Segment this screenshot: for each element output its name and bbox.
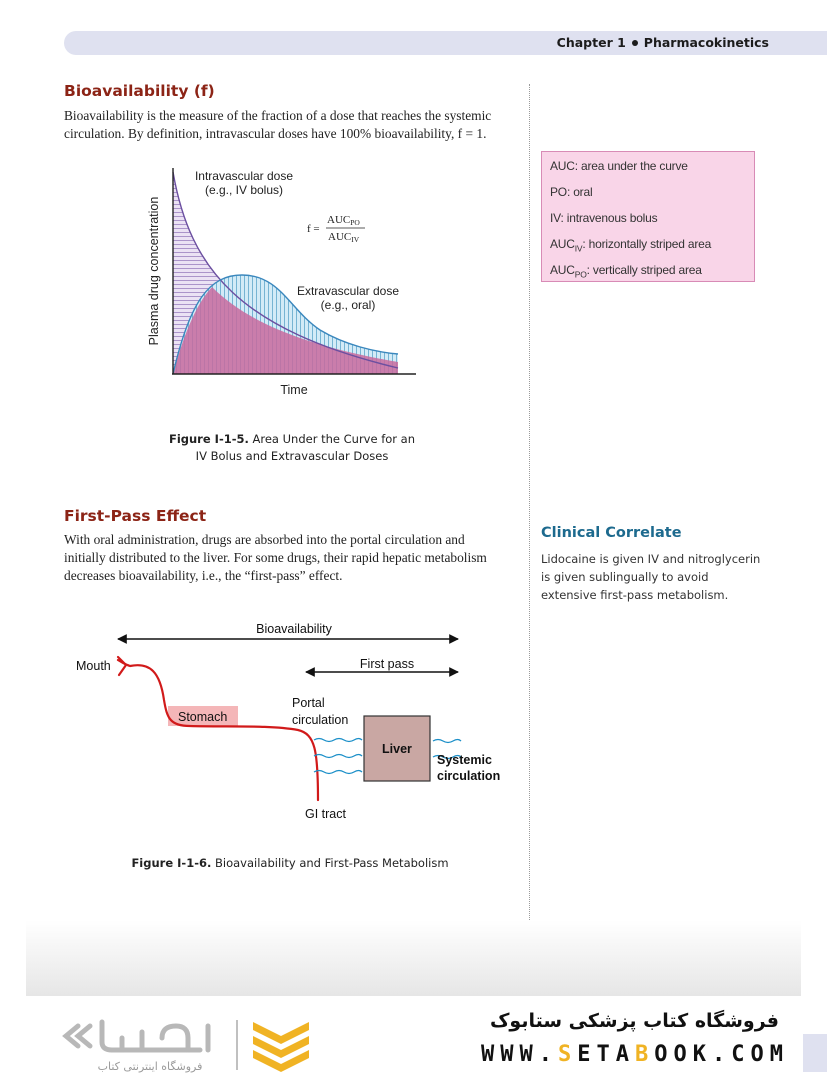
page-edge-tab [803, 1034, 827, 1072]
clinical-line: extensive first-pass metabolism. [541, 588, 729, 602]
logo-arrows-icon [253, 1022, 309, 1072]
figure-2-caption [120, 855, 460, 872]
clinical-correlate-title: Clinical Correlate [541, 525, 682, 541]
bioavailability-label: Bioavailability [256, 622, 332, 636]
figure-1-number: Figure I-1-5. [168, 432, 249, 446]
iv-label-line-2: (e.g., IV bolus) [204, 183, 284, 197]
clinical-line: is given sublingually to avoid [541, 570, 709, 584]
figure-1-caption [150, 431, 434, 465]
portal-flow-lines [314, 739, 362, 774]
paragraph-line: With oral administration, drugs are absorbed into the portal circulation and [64, 532, 465, 547]
y-axis-label: Plasma drug concentration [147, 196, 161, 346]
gi-tract-label: GI tract [305, 807, 346, 821]
clinical-line: Lidocaine is given IV and nitroglycerin [541, 552, 761, 566]
store-name: فروشگاه کتاب پزشکی ستابوک [489, 1010, 779, 1032]
legend-line-auc-po: $AUC_{PO}$: vertically striped area [550, 263, 702, 280]
paragraph-line: initially distributed to the liver. For some drugs, their rapid hepatic metabolism [64, 550, 487, 565]
paragraph-line: Bioavailability is the measure of the fraction of a dose that reaches the systemic [64, 108, 492, 123]
mouth-lips [118, 657, 126, 675]
portal-label-line-2: circulation [292, 713, 349, 727]
figure-2-number: Figure I-1-6. [131, 856, 212, 870]
formula-lhs: f = [307, 223, 320, 235]
ev-label-line-2: (e.g., oral) [320, 298, 376, 312]
clinical-correlate-text [541, 550, 760, 604]
header-chapter: Chapter 1 [556, 35, 626, 50]
stomach-label: Stomach [178, 710, 228, 724]
mouth-label: Mouth [76, 659, 111, 673]
ev-label-line-1: Extravascular dose [296, 284, 400, 298]
legend-line-iv: IV: intravenous bolus [550, 211, 658, 225]
figure-1-caption-line-2: IV Bolus and Extravascular Doses [195, 449, 389, 463]
portal-label-line-1: Portal [292, 696, 325, 710]
setabook-logo [60, 1012, 330, 1074]
store-url: WWW.SETABOOK.COM [481, 1042, 789, 1067]
logo-tagline: فروشگاه اینترنتی کتاب [97, 1060, 203, 1073]
gi-tract-path [118, 660, 318, 800]
paragraph-line: circulation. By definition, intravascular doses have 100% bioavailability, f = 1. [64, 126, 487, 141]
iv-label-line-1: Intravascular dose [194, 169, 294, 183]
section-heading-bioavailability: Bioavailability (f) [64, 82, 215, 100]
bioavailability-paragraph [64, 107, 519, 143]
formula-numerator: AUCPO [327, 214, 360, 227]
logo-wordmark [66, 1022, 208, 1050]
formula-denominator: AUCIV [328, 231, 360, 244]
section-heading-first-pass: First-Pass Effect [64, 507, 207, 525]
first-pass-label: First pass [359, 657, 415, 671]
page-bottom-shadow [26, 920, 801, 996]
bullet-icon [632, 40, 638, 46]
first-pass-figure [70, 615, 520, 830]
figure-1-caption-line-1: Area Under the Curve for an [252, 432, 416, 446]
header-title: Pharmacokinetics [643, 35, 769, 50]
legend-line-auc: AUC: area under the curve [550, 159, 688, 173]
liver-label: Liver [382, 742, 412, 756]
systemic-label-line-2: circulation [437, 769, 501, 783]
column-divider [529, 84, 530, 996]
figure-2-caption-text: Bioavailability and First-Pass Metabolism [215, 856, 449, 870]
running-header [64, 31, 827, 55]
store-footer [0, 996, 827, 1080]
systemic-label-line-1: Systemic [437, 753, 492, 767]
legend-line-auc-iv: $AUC_{IV}$: horizontally striped area [550, 237, 712, 254]
legend-line-po: PO: oral [550, 185, 593, 199]
first-pass-paragraph [64, 531, 519, 585]
abbreviation-legend [541, 151, 755, 282]
paragraph-line: decreases bioavailability, i.e., the “first-pass” effect. [64, 568, 343, 583]
x-axis-label: Time [280, 383, 308, 397]
bioavailability-formula [307, 214, 365, 244]
auc-figure [140, 160, 440, 405]
header-text [557, 35, 769, 50]
